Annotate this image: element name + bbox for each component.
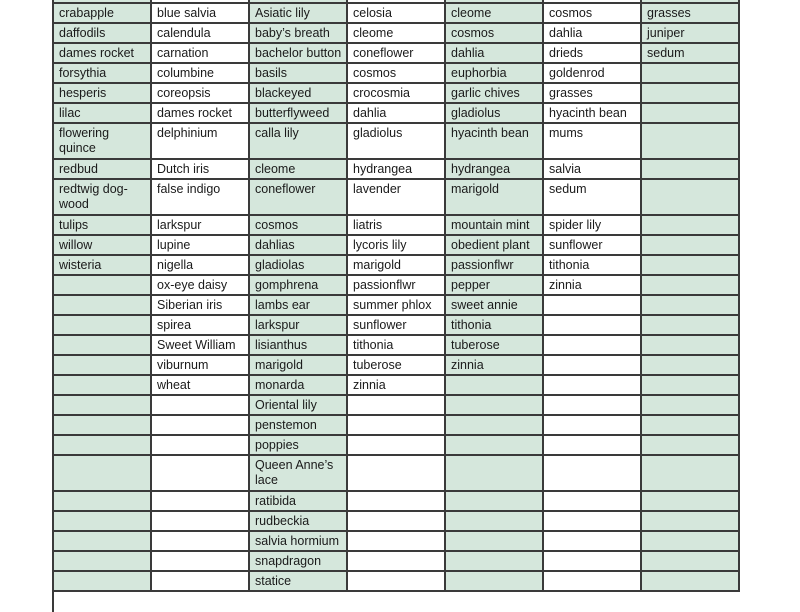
- table-cell: lavender: [348, 180, 446, 216]
- table-cell: tithonia: [446, 316, 544, 336]
- table-cell: cosmos: [348, 64, 446, 84]
- table-cell: [642, 396, 740, 416]
- table-cell: [348, 396, 446, 416]
- table-cell: [642, 84, 740, 104]
- table-cell: hyacinth bean: [446, 124, 544, 160]
- table-cell: [446, 376, 544, 396]
- table-cell: [54, 416, 152, 436]
- table-cell: wheat: [152, 376, 250, 396]
- table-cell: cleome: [250, 160, 348, 180]
- table-cell: rudbeckia: [250, 512, 348, 532]
- table-cell: [642, 456, 740, 492]
- table-cell: sunflower: [348, 316, 446, 336]
- table-cell: coneflower: [250, 180, 348, 216]
- table-cell: [544, 436, 642, 456]
- table-cell: [54, 396, 152, 416]
- table-cell: [642, 124, 740, 160]
- table-cell: statice: [250, 572, 348, 592]
- table-cell: zinnia: [544, 276, 642, 296]
- table-cell: [446, 492, 544, 512]
- table-cell: hydrangea: [446, 160, 544, 180]
- table-cell: pepper: [446, 276, 544, 296]
- table-cell: gladiolus: [446, 104, 544, 124]
- table-cell: [642, 64, 740, 84]
- flower-table: [52, 0, 740, 612]
- table-cell: [54, 572, 152, 592]
- table-cell: sweet annie: [446, 296, 544, 316]
- table-cell: [642, 160, 740, 180]
- table-cell: [642, 512, 740, 532]
- table-cell: [544, 552, 642, 572]
- table-cell: baby’s breath: [250, 24, 348, 44]
- table-cell: [642, 216, 740, 236]
- table-cell: [544, 396, 642, 416]
- table-cell: carnation: [152, 44, 250, 64]
- table-cell: [642, 532, 740, 552]
- table-cell: [446, 416, 544, 436]
- table-cell: salvia hormium: [250, 532, 348, 552]
- table-cell: ox-eye daisy: [152, 276, 250, 296]
- table-cell: cleome: [348, 24, 446, 44]
- table-cell: passionflwr: [348, 276, 446, 296]
- table-cell: false indigo: [152, 180, 250, 216]
- table-cell: dahlia: [348, 104, 446, 124]
- table-cell: euphorbia: [446, 64, 544, 84]
- table-cell: flowering quince: [54, 124, 152, 160]
- table-cell: ratibida: [250, 492, 348, 512]
- table-cell: [348, 416, 446, 436]
- table-cell: [642, 336, 740, 356]
- table-cell: [642, 276, 740, 296]
- table-cell: tuberose: [446, 336, 544, 356]
- table-cell: monarda: [250, 376, 348, 396]
- table-cell: [152, 456, 250, 492]
- table-cell: [54, 552, 152, 572]
- table-cell: liatris: [348, 216, 446, 236]
- table-cell: [642, 316, 740, 336]
- table-cell: [54, 492, 152, 512]
- table-cell: spider lily: [544, 216, 642, 236]
- table-cell: [642, 376, 740, 396]
- table-cell: cosmos: [544, 4, 642, 24]
- table-cell: lycoris lily: [348, 236, 446, 256]
- table-cell: [152, 416, 250, 436]
- table-cell: juniper: [642, 24, 740, 44]
- table-cell: [544, 376, 642, 396]
- table-cell: viburnum: [152, 356, 250, 376]
- table-cell: blackeyed: [250, 84, 348, 104]
- table-cell: passionflwr: [446, 256, 544, 276]
- table-cell: obedient plant: [446, 236, 544, 256]
- table-cell: [152, 396, 250, 416]
- table-cell: [54, 276, 152, 296]
- table-cell: [54, 456, 152, 492]
- table-cell: drieds: [544, 44, 642, 64]
- table-cell: summer phlox: [348, 296, 446, 316]
- table-cell: larkspur: [152, 216, 250, 236]
- table-cell: Asiatic lily: [250, 4, 348, 24]
- table-cell: [348, 572, 446, 592]
- table-cell: wisteria: [54, 256, 152, 276]
- table-cell: [54, 336, 152, 356]
- table-cell: cosmos: [250, 216, 348, 236]
- table-cell: basils: [250, 64, 348, 84]
- table-cell: delphinium: [152, 124, 250, 160]
- table-cell: [544, 572, 642, 592]
- table-cell: Sweet William: [152, 336, 250, 356]
- table-cell: [152, 532, 250, 552]
- table-cell: [642, 236, 740, 256]
- table-cell: tithonia: [544, 256, 642, 276]
- table-cell: [348, 456, 446, 492]
- table-cell: lambs ear: [250, 296, 348, 316]
- table-cell: Oriental lily: [250, 396, 348, 416]
- table-cell: lupine: [152, 236, 250, 256]
- table-cell: [54, 316, 152, 336]
- table-cell: bachelor button: [250, 44, 348, 64]
- table-cell: dames rocket: [54, 44, 152, 64]
- table-cell: mountain mint: [446, 216, 544, 236]
- table-cell: crocosmia: [348, 84, 446, 104]
- table-cell: [152, 552, 250, 572]
- table-cell: [642, 552, 740, 572]
- table-cell: larkspur: [250, 316, 348, 336]
- table-cell: [152, 436, 250, 456]
- table-cell: tithonia: [348, 336, 446, 356]
- table-cell: zinnia: [446, 356, 544, 376]
- table-cell: blue salvia: [152, 4, 250, 24]
- table-cell: dames rocket: [152, 104, 250, 124]
- table-cell: [544, 316, 642, 336]
- table-cell: [544, 456, 642, 492]
- table-cell: daffodils: [54, 24, 152, 44]
- table-cell: [54, 376, 152, 396]
- table-cell: [446, 572, 544, 592]
- table-cell: lisianthus: [250, 336, 348, 356]
- table-cell: poppies: [250, 436, 348, 456]
- table-cell: salvia: [544, 160, 642, 180]
- table-cell: [54, 436, 152, 456]
- table-cell: snapdragon: [250, 552, 348, 572]
- table-cell: gladiolus: [348, 124, 446, 160]
- table-cell: [152, 572, 250, 592]
- table-cell: [54, 532, 152, 552]
- table-cell: garlic chives: [446, 84, 544, 104]
- table-cell: [642, 572, 740, 592]
- table-cell: hesperis: [54, 84, 152, 104]
- table-cell: dahlia: [446, 44, 544, 64]
- table-cell: [544, 492, 642, 512]
- table-cell: [54, 512, 152, 532]
- table-cell: marigold: [446, 180, 544, 216]
- table-cell: [348, 492, 446, 512]
- table-cell: [348, 512, 446, 532]
- table-cell: [348, 532, 446, 552]
- table-cell: [642, 492, 740, 512]
- table-cell: cosmos: [446, 24, 544, 44]
- table-cell: [544, 512, 642, 532]
- table-cell: tulips: [54, 216, 152, 236]
- table-cell: redtwig dog-wood: [54, 180, 152, 216]
- table-cell: [446, 532, 544, 552]
- table-cell: Dutch iris: [152, 160, 250, 180]
- table-cell: [152, 492, 250, 512]
- table-cell: [446, 552, 544, 572]
- table-cell: [642, 416, 740, 436]
- table-cell: columbine: [152, 64, 250, 84]
- table-cell: mums: [544, 124, 642, 160]
- table-cell: [446, 396, 544, 416]
- table-cell: Siberian iris: [152, 296, 250, 316]
- table-cell: hydrangea: [348, 160, 446, 180]
- table-cell: nigella: [152, 256, 250, 276]
- table-cell: [54, 296, 152, 316]
- table-cell: [446, 456, 544, 492]
- table-cell: hyacinth bean: [544, 104, 642, 124]
- table-cell: sedum: [544, 180, 642, 216]
- table-cell: grasses: [642, 4, 740, 24]
- table-cell: calla lily: [250, 124, 348, 160]
- table-cell: grasses: [544, 84, 642, 104]
- table-cell: dahlia: [544, 24, 642, 44]
- table-cell: [642, 356, 740, 376]
- table-cell: coreopsis: [152, 84, 250, 104]
- table-cell: willow: [54, 236, 152, 256]
- table-cell: dahlias: [250, 236, 348, 256]
- table-cell: celosia: [348, 4, 446, 24]
- table-cell: [446, 512, 544, 532]
- table-cell: gomphrena: [250, 276, 348, 296]
- table-cell: [642, 296, 740, 316]
- table-cell: forsythia: [54, 64, 152, 84]
- table-cell: [642, 256, 740, 276]
- table-cell: [446, 436, 544, 456]
- table-cell: marigold: [250, 356, 348, 376]
- table-cell: cleome: [446, 4, 544, 24]
- table-cell: Queen Anne’s lace: [250, 456, 348, 492]
- table-cell: [544, 296, 642, 316]
- table-cell: [642, 180, 740, 216]
- table-cell: gladiolas: [250, 256, 348, 276]
- table-cell: [544, 532, 642, 552]
- table-cell: [544, 336, 642, 356]
- table-cell: penstemon: [250, 416, 348, 436]
- table-cell: crabapple: [54, 4, 152, 24]
- table-cell: coneflower: [348, 44, 446, 64]
- table-cell: goldenrod: [544, 64, 642, 84]
- table-cell: [348, 436, 446, 456]
- table-cell: [642, 104, 740, 124]
- table-cell: butterflyweed: [250, 104, 348, 124]
- table-cell: [544, 416, 642, 436]
- table-cell: redbud: [54, 160, 152, 180]
- table-cell: [348, 552, 446, 572]
- table-cell: sunflower: [544, 236, 642, 256]
- table-cell: [152, 512, 250, 532]
- table-cell: [54, 356, 152, 376]
- table-cell: lilac: [54, 104, 152, 124]
- table-cell: [544, 356, 642, 376]
- table-cell: marigold: [348, 256, 446, 276]
- table-cell: sedum: [642, 44, 740, 64]
- table-cell: [642, 436, 740, 456]
- table-cell: calendula: [152, 24, 250, 44]
- table-cell: spirea: [152, 316, 250, 336]
- table-cell: tuberose: [348, 356, 446, 376]
- table-cell: zinnia: [348, 376, 446, 396]
